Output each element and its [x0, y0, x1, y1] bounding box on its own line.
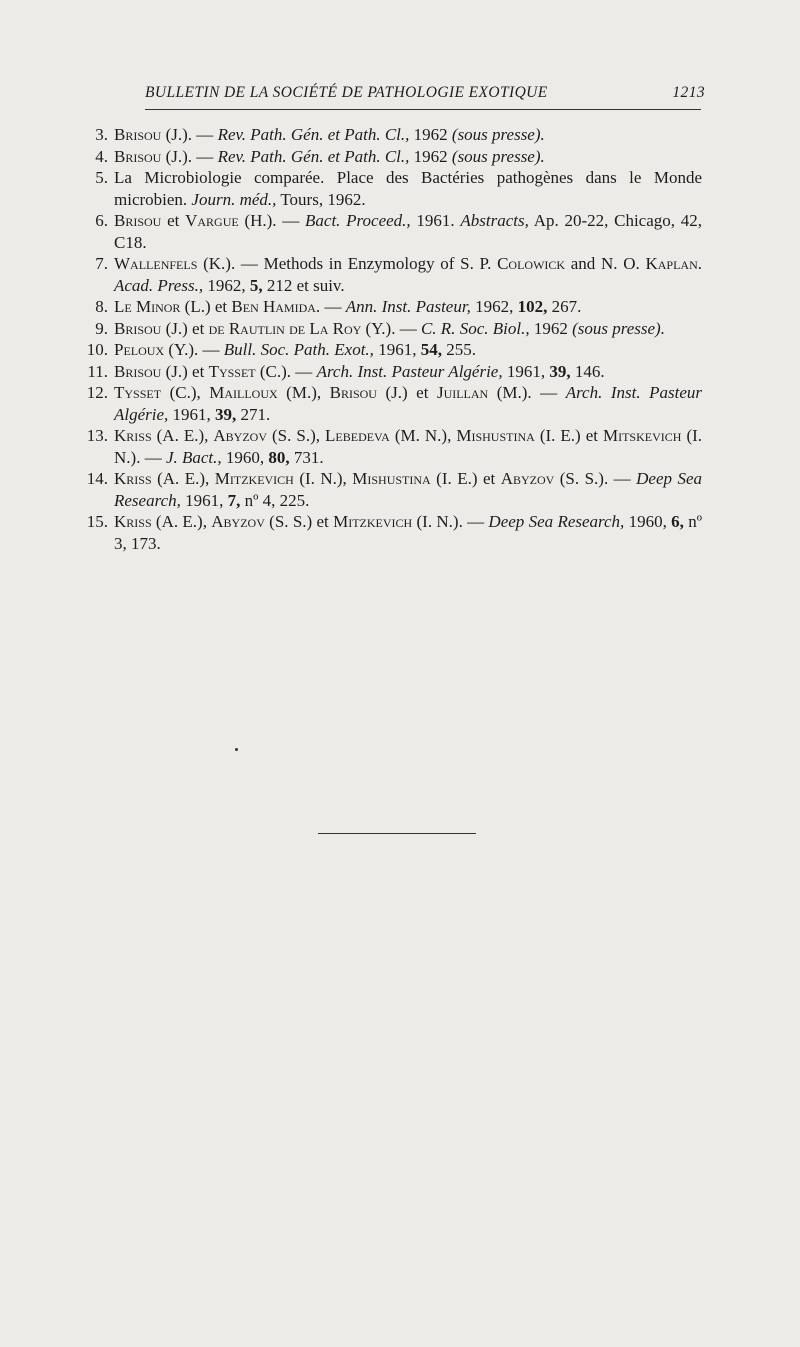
- reference-fragment: (J.). —: [161, 125, 218, 144]
- author-name: Tysset: [114, 383, 162, 402]
- author-name: Kaplan.: [645, 254, 702, 273]
- citation-italic: Arch. Inst. Pasteur Algérie,: [114, 383, 702, 424]
- author-name: Kriss: [114, 512, 152, 531]
- volume-number: 39,: [215, 404, 237, 424]
- author-name: Brisou: [114, 211, 162, 230]
- reference-fragment: (A. E.),: [151, 512, 212, 531]
- reference-number: 7.: [95, 254, 108, 273]
- author-name: Brisou: [114, 318, 162, 338]
- reference-number: 15.: [86, 512, 108, 531]
- reference-fragment: La Microbiologie comparée. Place des Bactéries pathogènes dans le Monde microbien.: [114, 168, 702, 209]
- reference-number: 11.: [87, 361, 108, 381]
- reference-item: [72, 382, 702, 425]
- reference-fragment: (S. S.) et: [264, 512, 334, 531]
- citation-italic: Deep Sea Research,: [114, 469, 703, 510]
- citation-italic: Acad. Press.,: [114, 275, 204, 295]
- reference-fragment: 1960,: [624, 512, 672, 531]
- reference-number: 13.: [86, 426, 108, 445]
- author-name: Abyzov: [213, 426, 267, 445]
- author-name: Wallenfels: [114, 254, 198, 273]
- reference-number: 5.: [95, 168, 108, 187]
- reference-text: [114, 382, 702, 425]
- volume-number: 54,: [420, 340, 442, 359]
- header-rule: [145, 109, 701, 110]
- reference-fragment: (A. E.),: [151, 426, 214, 445]
- reference-text: [114, 296, 702, 318]
- reference-item: [72, 511, 702, 554]
- reference-fragment: 1960,: [221, 447, 269, 467]
- reference-item: [72, 124, 702, 146]
- reference-item: [72, 210, 702, 253]
- author-name: Brisou: [114, 146, 162, 166]
- reference-number: 6.: [95, 211, 108, 230]
- reference-fragment: (C.),: [161, 383, 210, 402]
- reference-fragment: Tours, 1962.: [276, 189, 366, 209]
- reference-text: [114, 361, 702, 383]
- reference-text: [114, 339, 702, 361]
- reference-text: [114, 146, 702, 168]
- author-name: Peloux: [114, 340, 165, 359]
- citation-italic: (sous presse).: [451, 146, 545, 166]
- citation-italic: Abstracts,: [460, 211, 529, 230]
- author-name: Abyzov: [500, 469, 555, 488]
- reference-fragment: nº 4, 225.: [240, 490, 310, 510]
- reference-fragment: (Y.). —: [361, 318, 421, 338]
- reference-fragment: 271.: [236, 404, 271, 424]
- author-name: Brisou: [114, 125, 162, 144]
- reference-item: [72, 146, 702, 168]
- reference-fragment: (S. S.). —: [554, 469, 637, 488]
- reference-fragment: (K.). — Methods in Enzymology of S. P.: [197, 254, 498, 273]
- journal-title: BULLETIN DE LA SOCIÉTÉ DE PATHOLOGIE EXOTIQUE: [145, 84, 548, 101]
- reference-text: [114, 318, 702, 340]
- reference-fragment: —: [320, 297, 346, 316]
- reference-fragment: 146.: [570, 361, 605, 381]
- reference-fragment: 212 et suiv.: [262, 275, 345, 295]
- author-name: Mitskevich: [602, 426, 682, 445]
- reference-fragment: (M. N.),: [389, 426, 457, 445]
- author-name: Kriss: [114, 426, 152, 445]
- reference-fragment: (Y.). —: [164, 340, 224, 359]
- reference-item: [72, 296, 702, 318]
- volume-number: 39,: [549, 361, 571, 381]
- citation-italic: Bull. Soc. Path. Exot.,: [223, 340, 374, 359]
- author-name: Mitzkevich: [214, 469, 294, 488]
- reference-fragment: 267.: [547, 297, 582, 316]
- running-header: [145, 84, 705, 106]
- reference-fragment: 1962: [409, 125, 452, 144]
- citation-italic: Arch. Inst. Pasteur Algérie,: [316, 361, 503, 381]
- reference-fragment: (H.). —: [238, 211, 306, 230]
- volume-number: 6,: [671, 512, 684, 531]
- reference-text: [114, 425, 702, 468]
- author-name: Mishustina: [352, 469, 431, 488]
- reference-fragment: (S. S.),: [267, 426, 326, 445]
- reference-fragment: 1962,: [203, 275, 250, 295]
- reference-number: 3.: [95, 125, 108, 144]
- reference-text: [114, 210, 702, 253]
- reference-fragment: 1961,: [502, 361, 550, 381]
- reference-fragment: (L.) et: [180, 297, 232, 316]
- reference-fragment: (M.),: [277, 383, 330, 402]
- reference-item: [72, 318, 702, 340]
- author-name: Brisou: [114, 361, 162, 381]
- volume-number: 80,: [268, 447, 290, 467]
- author-name: Colowick: [497, 254, 566, 273]
- author-name: Le Minor: [114, 297, 181, 316]
- reference-fragment: 255.: [441, 340, 476, 359]
- author-name: Mitzkevich: [333, 512, 413, 531]
- reference-number: 9.: [95, 318, 108, 338]
- citation-italic: Journ. méd.,: [191, 189, 277, 209]
- reference-fragment: (J.) et: [161, 318, 209, 338]
- citation-italic: (sous presse).: [572, 318, 665, 338]
- reference-fragment: Ap. 20-22, Chicago, 42, C18.: [114, 211, 703, 252]
- page-number: 1213: [672, 84, 705, 101]
- reference-fragment: (I. N.). —: [412, 512, 489, 531]
- reference-fragment: 731.: [289, 447, 324, 467]
- author-name: Kriss: [114, 469, 152, 488]
- volume-number: 5,: [249, 275, 263, 295]
- reference-fragment: 1961,: [168, 404, 216, 424]
- author-name: Mishustina: [456, 426, 535, 445]
- reference-fragment: 1962: [409, 146, 452, 166]
- citation-italic: Bact. Proceed.,: [305, 211, 411, 230]
- reference-number: 8.: [95, 297, 108, 316]
- author-name: Juillan: [436, 383, 489, 402]
- volume-number: 7,: [227, 490, 241, 510]
- reference-item: [72, 361, 702, 383]
- reference-text: [114, 124, 702, 146]
- reference-fragment: 1962,: [470, 297, 518, 316]
- reference-fragment: (J.) et: [376, 383, 437, 402]
- reference-number: 14.: [86, 469, 108, 488]
- citation-italic: Ann. Inst. Pasteur,: [345, 297, 471, 316]
- reference-fragment: (I. E.) et: [534, 426, 603, 445]
- section-end-rule: [318, 833, 476, 834]
- reference-text: [114, 511, 702, 554]
- reference-fragment: 1962: [529, 318, 573, 338]
- author-name: Brisou: [329, 383, 377, 402]
- reference-fragment: (C.). —: [255, 361, 317, 381]
- reference-fragment: (I. E.) et: [430, 469, 501, 488]
- author-name: Abyzov: [211, 512, 265, 531]
- reference-fragment: 1961,: [373, 340, 421, 359]
- reference-fragment: (M.). —: [488, 383, 566, 402]
- reference-item: [72, 468, 702, 511]
- author-name: Tysset: [208, 361, 256, 381]
- citation-italic: Rev. Path. Gén. et Path. Cl.,: [217, 125, 410, 144]
- reference-list: [72, 124, 702, 554]
- citation-italic: (sous presse).: [451, 125, 545, 144]
- reference-text: [114, 468, 702, 511]
- reference-fragment: 1961,: [180, 490, 228, 510]
- reference-fragment: 1961.: [410, 211, 461, 230]
- author-name: Ben Hamida.: [231, 297, 321, 316]
- reference-text: [114, 253, 702, 296]
- author-name: de Rautlin de La Roy: [208, 318, 362, 338]
- reference-fragment: and N. O.: [565, 254, 646, 273]
- citation-italic: J. Bact.,: [165, 447, 222, 467]
- reference-number: 10.: [86, 340, 108, 359]
- author-name: Mailloux: [209, 383, 278, 402]
- citation-italic: Rev. Path. Gén. et Path. Cl.,: [217, 146, 410, 166]
- reference-number: 12.: [86, 383, 108, 402]
- author-name: Lebedeva: [325, 426, 390, 445]
- reference-item: [72, 425, 702, 468]
- reference-fragment: nº 3, 173.: [114, 512, 702, 553]
- reference-fragment: et: [161, 211, 186, 230]
- reference-fragment: (J.) et: [161, 361, 209, 381]
- author-name: Vargue: [185, 211, 239, 230]
- reference-fragment: (I. N.),: [293, 469, 353, 488]
- reference-item: [72, 253, 702, 296]
- citation-italic: Deep Sea Research,: [488, 512, 625, 531]
- reference-text: [114, 167, 702, 210]
- ink-dot: [235, 748, 238, 751]
- reference-fragment: (A. E.),: [151, 469, 215, 488]
- reference-fragment: (J.). —: [161, 146, 218, 166]
- reference-fragment: (I. N.). —: [114, 426, 703, 467]
- reference-item: [72, 167, 702, 210]
- reference-item: [72, 339, 702, 361]
- volume-number: 102,: [517, 297, 548, 316]
- citation-italic: C. R. Soc. Biol.,: [420, 318, 530, 338]
- reference-number: 4.: [95, 146, 108, 166]
